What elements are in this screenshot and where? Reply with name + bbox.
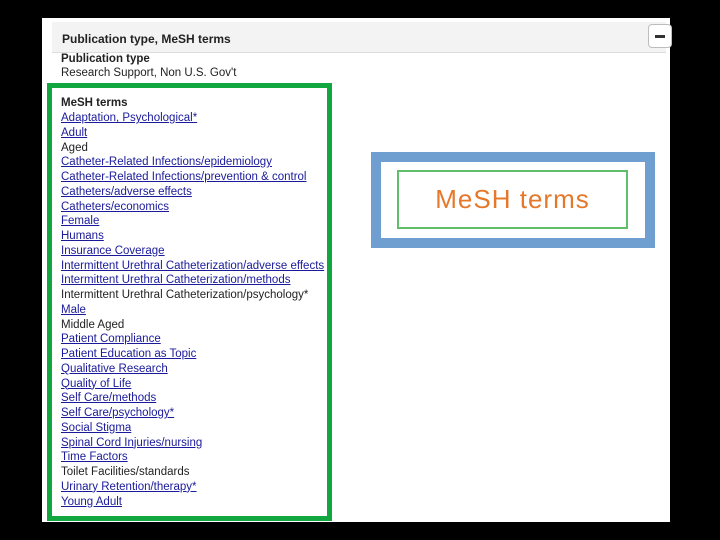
mesh-term-item[interactable]: [61, 421, 324, 436]
mesh-term-item[interactable]: [61, 111, 324, 126]
mesh-term-item[interactable]: [61, 229, 324, 244]
mesh-term-link[interactable]: Patient Education as Topic: [61, 348, 197, 360]
mesh-term-item[interactable]: [61, 126, 324, 141]
mesh-term-link[interactable]: Catheters/adverse effects: [61, 185, 192, 198]
publication-type-heading: Publication type: [61, 53, 150, 65]
mesh-term-item[interactable]: [61, 155, 324, 170]
collapse-button[interactable]: [648, 24, 672, 48]
mesh-term-item: [61, 318, 324, 333]
mesh-term-link[interactable]: Self Care/methods: [61, 392, 157, 405]
mesh-term-item[interactable]: [61, 495, 324, 510]
mesh-term-link[interactable]: Intermittent Urethral Catheterization/adverse effects: [61, 259, 325, 272]
mesh-term-item[interactable]: [61, 303, 324, 318]
minus-icon: [655, 35, 665, 38]
mesh-term-link[interactable]: Qualitative Research: [61, 362, 168, 375]
mesh-term-item[interactable]: [61, 377, 324, 392]
mesh-term-link[interactable]: Self Care/psychology*: [61, 407, 175, 419]
mesh-term-link[interactable]: Humans: [61, 230, 104, 242]
mesh-term-link[interactable]: Urinary Retention/therapy*: [61, 480, 197, 493]
mesh-term-link[interactable]: Adult: [61, 126, 88, 139]
publication-type-value: Research Support, Non U.S. Gov't: [61, 67, 237, 79]
mesh-term-link[interactable]: Quality of Life: [61, 377, 132, 390]
mesh-term-link[interactable]: Spinal Cord Injuries/nursing: [61, 436, 203, 449]
mesh-term-link[interactable]: Catheter-Related Infections/prevention & control: [61, 171, 307, 183]
mesh-term-item[interactable]: [61, 259, 324, 274]
mesh-term-item[interactable]: [61, 214, 324, 229]
mesh-terms-list: [61, 111, 324, 509]
mesh-term-text: Middle Aged: [61, 318, 125, 331]
mesh-term-link[interactable]: Insurance Coverage: [61, 244, 165, 257]
mesh-term-link[interactable]: Catheters/economics: [61, 200, 170, 213]
mesh-terms-heading: MeSH terms: [61, 97, 128, 109]
mesh-term-item[interactable]: [61, 391, 324, 406]
mesh-term-item: [61, 465, 324, 480]
mesh-term-link[interactable]: Patient Compliance: [61, 333, 161, 346]
mesh-term-item[interactable]: [61, 200, 324, 215]
mesh-term-link[interactable]: Time Factors: [61, 451, 128, 464]
panel-header: [52, 22, 666, 53]
mesh-term-link[interactable]: Intermittent Urethral Catheterization/methods: [61, 274, 291, 287]
panel-title: Publication type, MeSH terms: [62, 32, 231, 46]
mesh-term-text: Aged: [61, 141, 88, 154]
mesh-term-item[interactable]: [61, 244, 324, 259]
callout-label: MeSH terms: [435, 184, 590, 214]
callout-frame: [371, 152, 655, 248]
mesh-term-item[interactable]: [61, 273, 324, 288]
mesh-term-link[interactable]: Social Stigma: [61, 421, 132, 434]
mesh-term-item: [61, 141, 324, 156]
mesh-term-item[interactable]: [61, 406, 324, 421]
mesh-term-item[interactable]: [61, 436, 324, 451]
mesh-term-text: Intermittent Urethral Catheterization/psychology*: [61, 289, 309, 301]
mesh-term-item[interactable]: [61, 185, 324, 200]
mesh-term-item[interactable]: [61, 450, 324, 465]
mesh-term-link[interactable]: Male: [61, 303, 86, 316]
mesh-term-item[interactable]: [61, 480, 324, 495]
callout-label-box: [397, 170, 628, 229]
mesh-term-item[interactable]: [61, 362, 324, 377]
mesh-term-item[interactable]: [61, 347, 324, 362]
mesh-term-link[interactable]: Female: [61, 215, 100, 228]
mesh-term-item: [61, 288, 324, 303]
mesh-term-item[interactable]: [61, 332, 324, 347]
callout-inner: [381, 162, 645, 238]
mesh-term-link[interactable]: Catheter-Related Infections/epidemiology: [61, 156, 272, 169]
mesh-term-item[interactable]: [61, 170, 324, 185]
mesh-term-text: Toilet Facilities/standards: [61, 466, 190, 478]
mesh-term-link[interactable]: Young Adult: [61, 495, 122, 508]
mesh-term-link[interactable]: Adaptation, Psychological*: [61, 112, 198, 124]
